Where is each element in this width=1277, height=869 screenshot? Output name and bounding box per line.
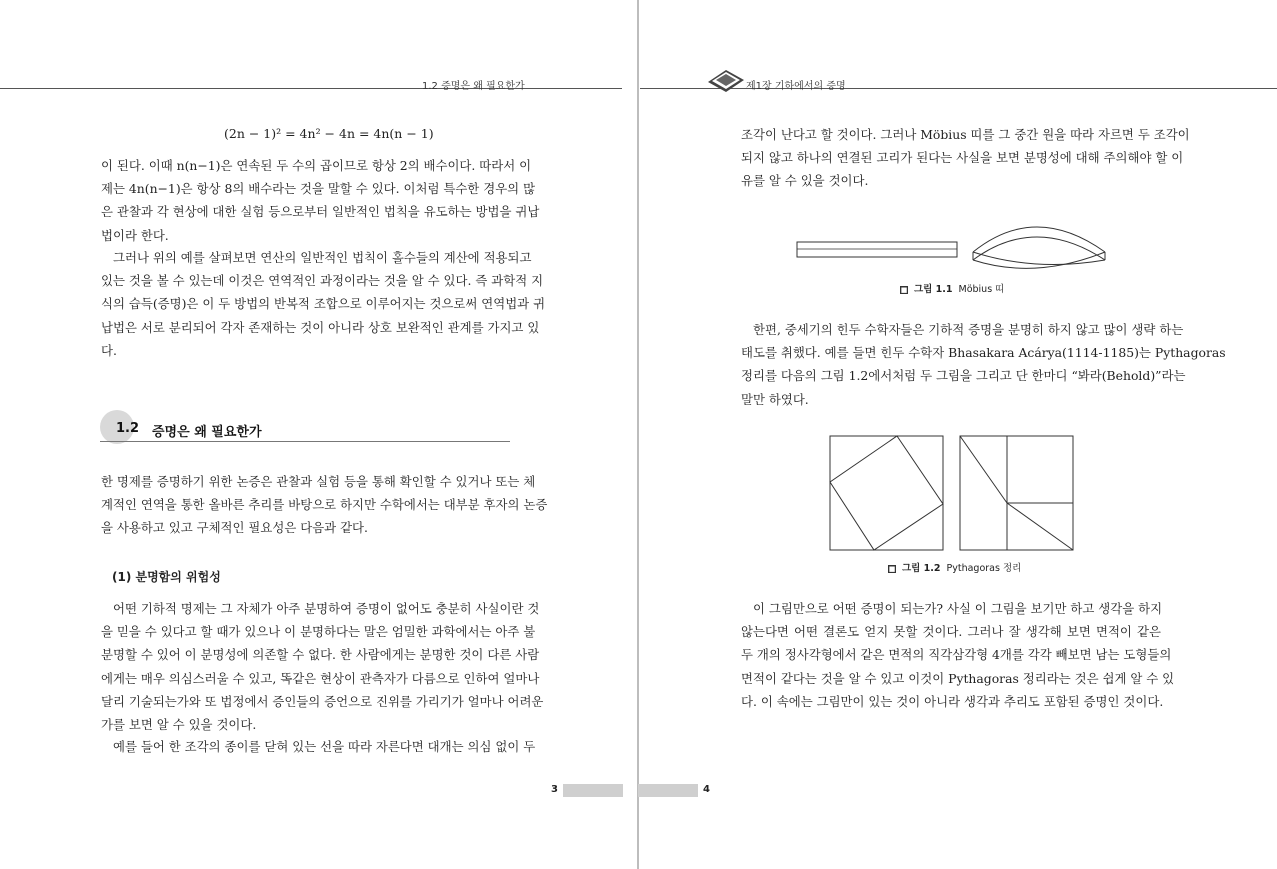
text-line: 한편, 중세기의 힌두 수학자들은 기하적 증명을 분명히 하지 않고 많이 생략 하는 [753, 322, 1184, 337]
paragraph-obviousness [101, 597, 544, 736]
pythagoras-figure [829, 435, 1075, 553]
text-line: 이 그림만으로 어떤 증명이 되는가? 사실 이 그림을 보기만 하고 생각을 하지 [753, 601, 1163, 616]
page-number: 4 [703, 784, 710, 795]
paragraph-example [101, 735, 536, 758]
text-line: 가를 보면 알 수 있을 것이다. [101, 717, 257, 733]
text-line: 면적이 같다는 것을 알 수 있고 이것이 Pythagoras 정리라는 것은 쉽게 알 수 있 [741, 670, 1175, 686]
text-line: 되지 않고 하나의 연결된 고리가 된다는 사실을 보면 분명성에 대해 주의해야 할 이 [741, 150, 1184, 166]
figure-caption [900, 281, 1004, 295]
paragraph-deduction [101, 246, 546, 362]
text-line: 태도를 취했다. 예를 들면 힌두 수학자 Bhasakara Acárya(1114-1185)는 Pythagoras [741, 345, 1226, 361]
paragraph-behold [741, 597, 1175, 713]
section-number: 1.2 [116, 421, 140, 436]
figure-caption [888, 560, 1021, 574]
text-line: 두 개의 정사각형에서 같은 면적의 직각삼각형 4개를 각각 빼보면 남는 도형들의 [741, 647, 1172, 663]
text-line: 분명할 수 있어 이 분명성에 의존할 수 없다. 한 사람에게는 분명한 것이 다른 사람 [101, 647, 540, 663]
figure-caption-text: Möbius 띠 [958, 284, 1005, 295]
paragraph-hindu [741, 318, 1226, 411]
text-line: 은 관찰과 각 현상에 대한 실험 등으로부터 일반적인 법칙을 유도하는 방법을 귀납 [101, 204, 540, 220]
text-line: 계적인 연역을 통한 올바른 추리를 바탕으로 하지만 수학에서는 대부분 후자의 논증 [101, 497, 548, 513]
page-tab [563, 784, 623, 797]
mobius-strip-figure [795, 212, 1110, 272]
figure-caption-text: Pythagoras 정리 [946, 563, 1022, 574]
text-line: 제는 4n(n−1)은 항상 8의 배수라는 것을 말할 수 있다. 이처럼 특수한 경우의 많 [101, 181, 536, 197]
paragraph-mobius [741, 123, 1190, 193]
figure-label: 그림 1.2 [902, 563, 941, 574]
text-line: 다. [101, 342, 117, 358]
text-line: 어떤 기하적 명제는 그 자체가 아주 분명하여 증명이 없어도 충분히 사실이란 것 [113, 601, 540, 616]
text-line: 을 사용하고 있고 구체적인 필요성은 다음과 같다. [101, 520, 368, 536]
text-line: 에게는 매우 의심스러울 수 있고, 똑같은 현상이 관측자가 다름으로 인하여 얼마나 [101, 670, 540, 686]
paragraph-proof-need [101, 470, 548, 540]
page-number: 3 [551, 784, 558, 795]
formula: (2n − 1)² = 4n² − 4n = 4n(n − 1) [224, 126, 434, 141]
header-rule [0, 88, 622, 89]
left-page [0, 0, 637, 869]
book-spine [637, 0, 639, 869]
page-tab [638, 784, 698, 797]
subheading: (1) 분명함의 위험성 [112, 570, 221, 584]
text-line: 납법은 서로 분리되어 각자 존재하는 것이 아니라 상호 보완적인 관계를 가지고 있 [101, 319, 540, 335]
text-line: 정리를 다음의 그림 1.2에서처럼 두 그림을 그리고 단 한마디 “봐라(Behold)”라는 [741, 368, 1186, 384]
text-line: 그러나 위의 예를 살펴보면 연산의 일반적인 법칙이 홀수들의 계산에 적용되고 [113, 250, 532, 265]
text-line: 않는다면 어떤 결론도 얻지 못할 것이다. 그러나 잘 생각해 보면 면적이 같은 [741, 624, 1161, 640]
text-line: 을 믿을 수 있다고 할 때가 있으나 이 분명하다는 말은 엄밀한 과학에서는 아주 불 [101, 624, 536, 640]
running-header: 제1장 기하에서의 증명 [746, 81, 846, 92]
figure-label: 그림 1.1 [914, 284, 953, 295]
caption-marker-icon: ■ [888, 564, 896, 573]
text-line: 이 된다. 이때 n(n−1)은 연속된 두 수의 곱이므로 항상 2의 배수이다. 따라서 이 [101, 158, 532, 173]
section-heading [100, 410, 510, 442]
right-page [640, 0, 1277, 869]
text-line: 유를 알 수 있을 것이다. [741, 173, 869, 189]
section-rule [100, 441, 510, 442]
chapter-book-icon [706, 64, 746, 94]
section-title: 증명은 왜 필요한가 [152, 425, 262, 440]
text-line: 한 명제를 증명하기 위한 논증은 관찰과 실험 등을 통해 확인할 수 있거나 또는 체 [101, 474, 536, 489]
text-line: 식의 습득(증명)은 이 두 방법의 반복적 조합으로 이루어지는 것으로써 연역법과 귀 [101, 296, 546, 312]
text-line: 법이라 한다. [101, 227, 169, 243]
caption-marker-icon: ■ [900, 285, 908, 294]
text-line: 달리 기술되는가와 또 법정에서 증인들의 증언으로 진위를 가리기가 얼마나 어려운 [101, 693, 544, 709]
text-line: 예를 들어 한 조각의 종이를 닫혀 있는 선을 따라 자른다면 대개는 의심 없이 두 [113, 739, 536, 754]
text-line: 조각이 난다고 할 것이다. 그러나 Möbius 띠를 그 중간 원을 따라 자르면 두 조각이 [741, 127, 1190, 142]
text-line: 말만 하였다. [741, 391, 809, 407]
running-header: 1.2 증명은 왜 필요한가 [422, 81, 525, 92]
paragraph-induction [101, 154, 540, 247]
text-line: 다. 이 속에는 그림만이 있는 것이 아니라 생각과 추리도 포함된 증명인 것이다. [741, 693, 1164, 709]
text-line: 있는 것을 볼 수 있는데 이것은 연역적인 과정이라는 것을 알 수 있다. 즉 과학적 지 [101, 273, 544, 289]
